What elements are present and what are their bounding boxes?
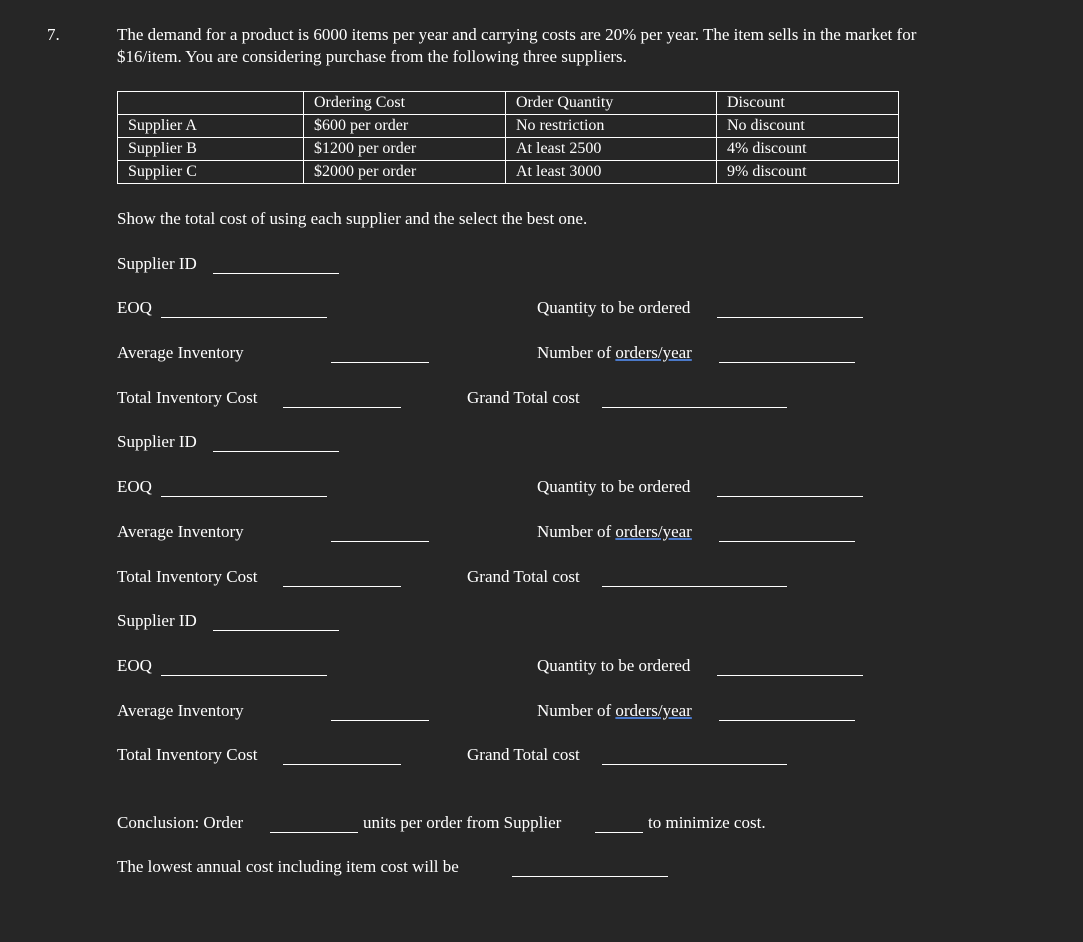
table-cell: No discount xyxy=(717,115,899,138)
average-inventory-blank[interactable] xyxy=(331,362,429,363)
table-header-cell: Discount xyxy=(717,92,899,115)
orders-per-year-blank[interactable] xyxy=(719,541,855,542)
supplier-id-blank[interactable] xyxy=(213,630,339,631)
table-cell: Supplier B xyxy=(118,138,304,161)
table-cell: No restriction xyxy=(506,115,717,138)
question-number: 7. xyxy=(47,25,60,44)
total-inventory-cost-blank[interactable] xyxy=(283,764,401,765)
grand-total-cost-blank[interactable] xyxy=(602,764,787,765)
grand-total-cost-blank[interactable] xyxy=(602,586,787,587)
quantity-ordered-blank[interactable] xyxy=(717,496,863,497)
table-row xyxy=(118,161,899,184)
table-row xyxy=(118,115,899,138)
eoq-blank[interactable] xyxy=(161,675,327,676)
eoq-label: EOQ xyxy=(117,477,152,496)
orders-prefix: Number of xyxy=(537,343,616,362)
orders-prefix: Number of xyxy=(537,701,616,720)
quantity-ordered-label: Quantity to be ordered xyxy=(537,477,691,496)
quantity-ordered-blank[interactable] xyxy=(717,317,863,318)
orders-per-year-blank[interactable] xyxy=(719,362,855,363)
orders-underlined-text: orders/year xyxy=(615,522,692,541)
conclusion-text-1: Conclusion: Order xyxy=(117,813,244,832)
question-text-line-1: The demand for a product is 6000 items per year and carrying costs are 20% per year. The item sells in the market for xyxy=(117,25,917,44)
table-cell: 4% discount xyxy=(717,138,899,161)
orders-per-year-label xyxy=(537,343,692,363)
supplier-id-label: Supplier ID xyxy=(117,254,197,273)
eoq-label: EOQ xyxy=(117,298,152,317)
orders-underlined-text: orders/year xyxy=(615,701,692,720)
supplier-id-blank[interactable] xyxy=(213,451,339,452)
eoq-label: EOQ xyxy=(117,656,152,675)
eoq-blank[interactable] xyxy=(161,496,327,497)
conclusion-units-blank[interactable] xyxy=(270,832,358,833)
average-inventory-label: Average Inventory xyxy=(117,701,244,720)
quantity-ordered-blank[interactable] xyxy=(717,675,863,676)
conclusion-text-3: to minimize cost. xyxy=(648,813,766,832)
conclusion-supplier-blank[interactable] xyxy=(595,832,643,833)
orders-per-year-label xyxy=(537,522,692,542)
orders-underlined-text: orders/year xyxy=(615,343,692,362)
grand-total-cost-blank[interactable] xyxy=(602,407,787,408)
total-inventory-cost-blank[interactable] xyxy=(283,586,401,587)
table-cell: $600 per order xyxy=(304,115,506,138)
instruction-text: Show the total cost of using each supplier and the select the best one. xyxy=(117,209,588,228)
average-inventory-label: Average Inventory xyxy=(117,343,244,362)
quantity-ordered-label: Quantity to be ordered xyxy=(537,656,691,675)
table-cell: 9% discount xyxy=(717,161,899,184)
total-inventory-cost-blank[interactable] xyxy=(283,407,401,408)
lowest-cost-label: The lowest annual cost including item cost will be xyxy=(117,857,459,876)
supplier-id-label: Supplier ID xyxy=(117,611,197,630)
table-cell: Supplier A xyxy=(118,115,304,138)
table-cell: $1200 per order xyxy=(304,138,506,161)
table-cell: $2000 per order xyxy=(304,161,506,184)
average-inventory-label: Average Inventory xyxy=(117,522,244,541)
table-header-cell xyxy=(118,92,304,115)
supplier-id-label: Supplier ID xyxy=(117,432,197,451)
quantity-ordered-label: Quantity to be ordered xyxy=(537,298,691,317)
grand-total-cost-label: Grand Total cost xyxy=(467,745,580,764)
table-cell: At least 2500 xyxy=(506,138,717,161)
orders-prefix: Number of xyxy=(537,522,616,541)
total-inventory-cost-label: Total Inventory Cost xyxy=(117,567,258,586)
table-header-cell: Ordering Cost xyxy=(304,92,506,115)
orders-per-year-label xyxy=(537,701,692,721)
conclusion-text-2: units per order from Supplier xyxy=(363,813,562,832)
table-header-row xyxy=(118,92,899,115)
average-inventory-blank[interactable] xyxy=(331,541,429,542)
eoq-blank[interactable] xyxy=(161,317,327,318)
table-header-cell: Order Quantity xyxy=(506,92,717,115)
grand-total-cost-label: Grand Total cost xyxy=(467,388,580,407)
table-row xyxy=(118,138,899,161)
total-inventory-cost-label: Total Inventory Cost xyxy=(117,745,258,764)
supplier-table xyxy=(117,91,899,184)
question-text-line-2: $16/item. You are considering purchase from the following three suppliers. xyxy=(117,47,627,66)
average-inventory-blank[interactable] xyxy=(331,720,429,721)
supplier-id-blank[interactable] xyxy=(213,273,339,274)
table-cell: Supplier C xyxy=(118,161,304,184)
table-cell: At least 3000 xyxy=(506,161,717,184)
total-inventory-cost-label: Total Inventory Cost xyxy=(117,388,258,407)
lowest-cost-blank[interactable] xyxy=(512,876,668,877)
orders-per-year-blank[interactable] xyxy=(719,720,855,721)
grand-total-cost-label: Grand Total cost xyxy=(467,567,580,586)
